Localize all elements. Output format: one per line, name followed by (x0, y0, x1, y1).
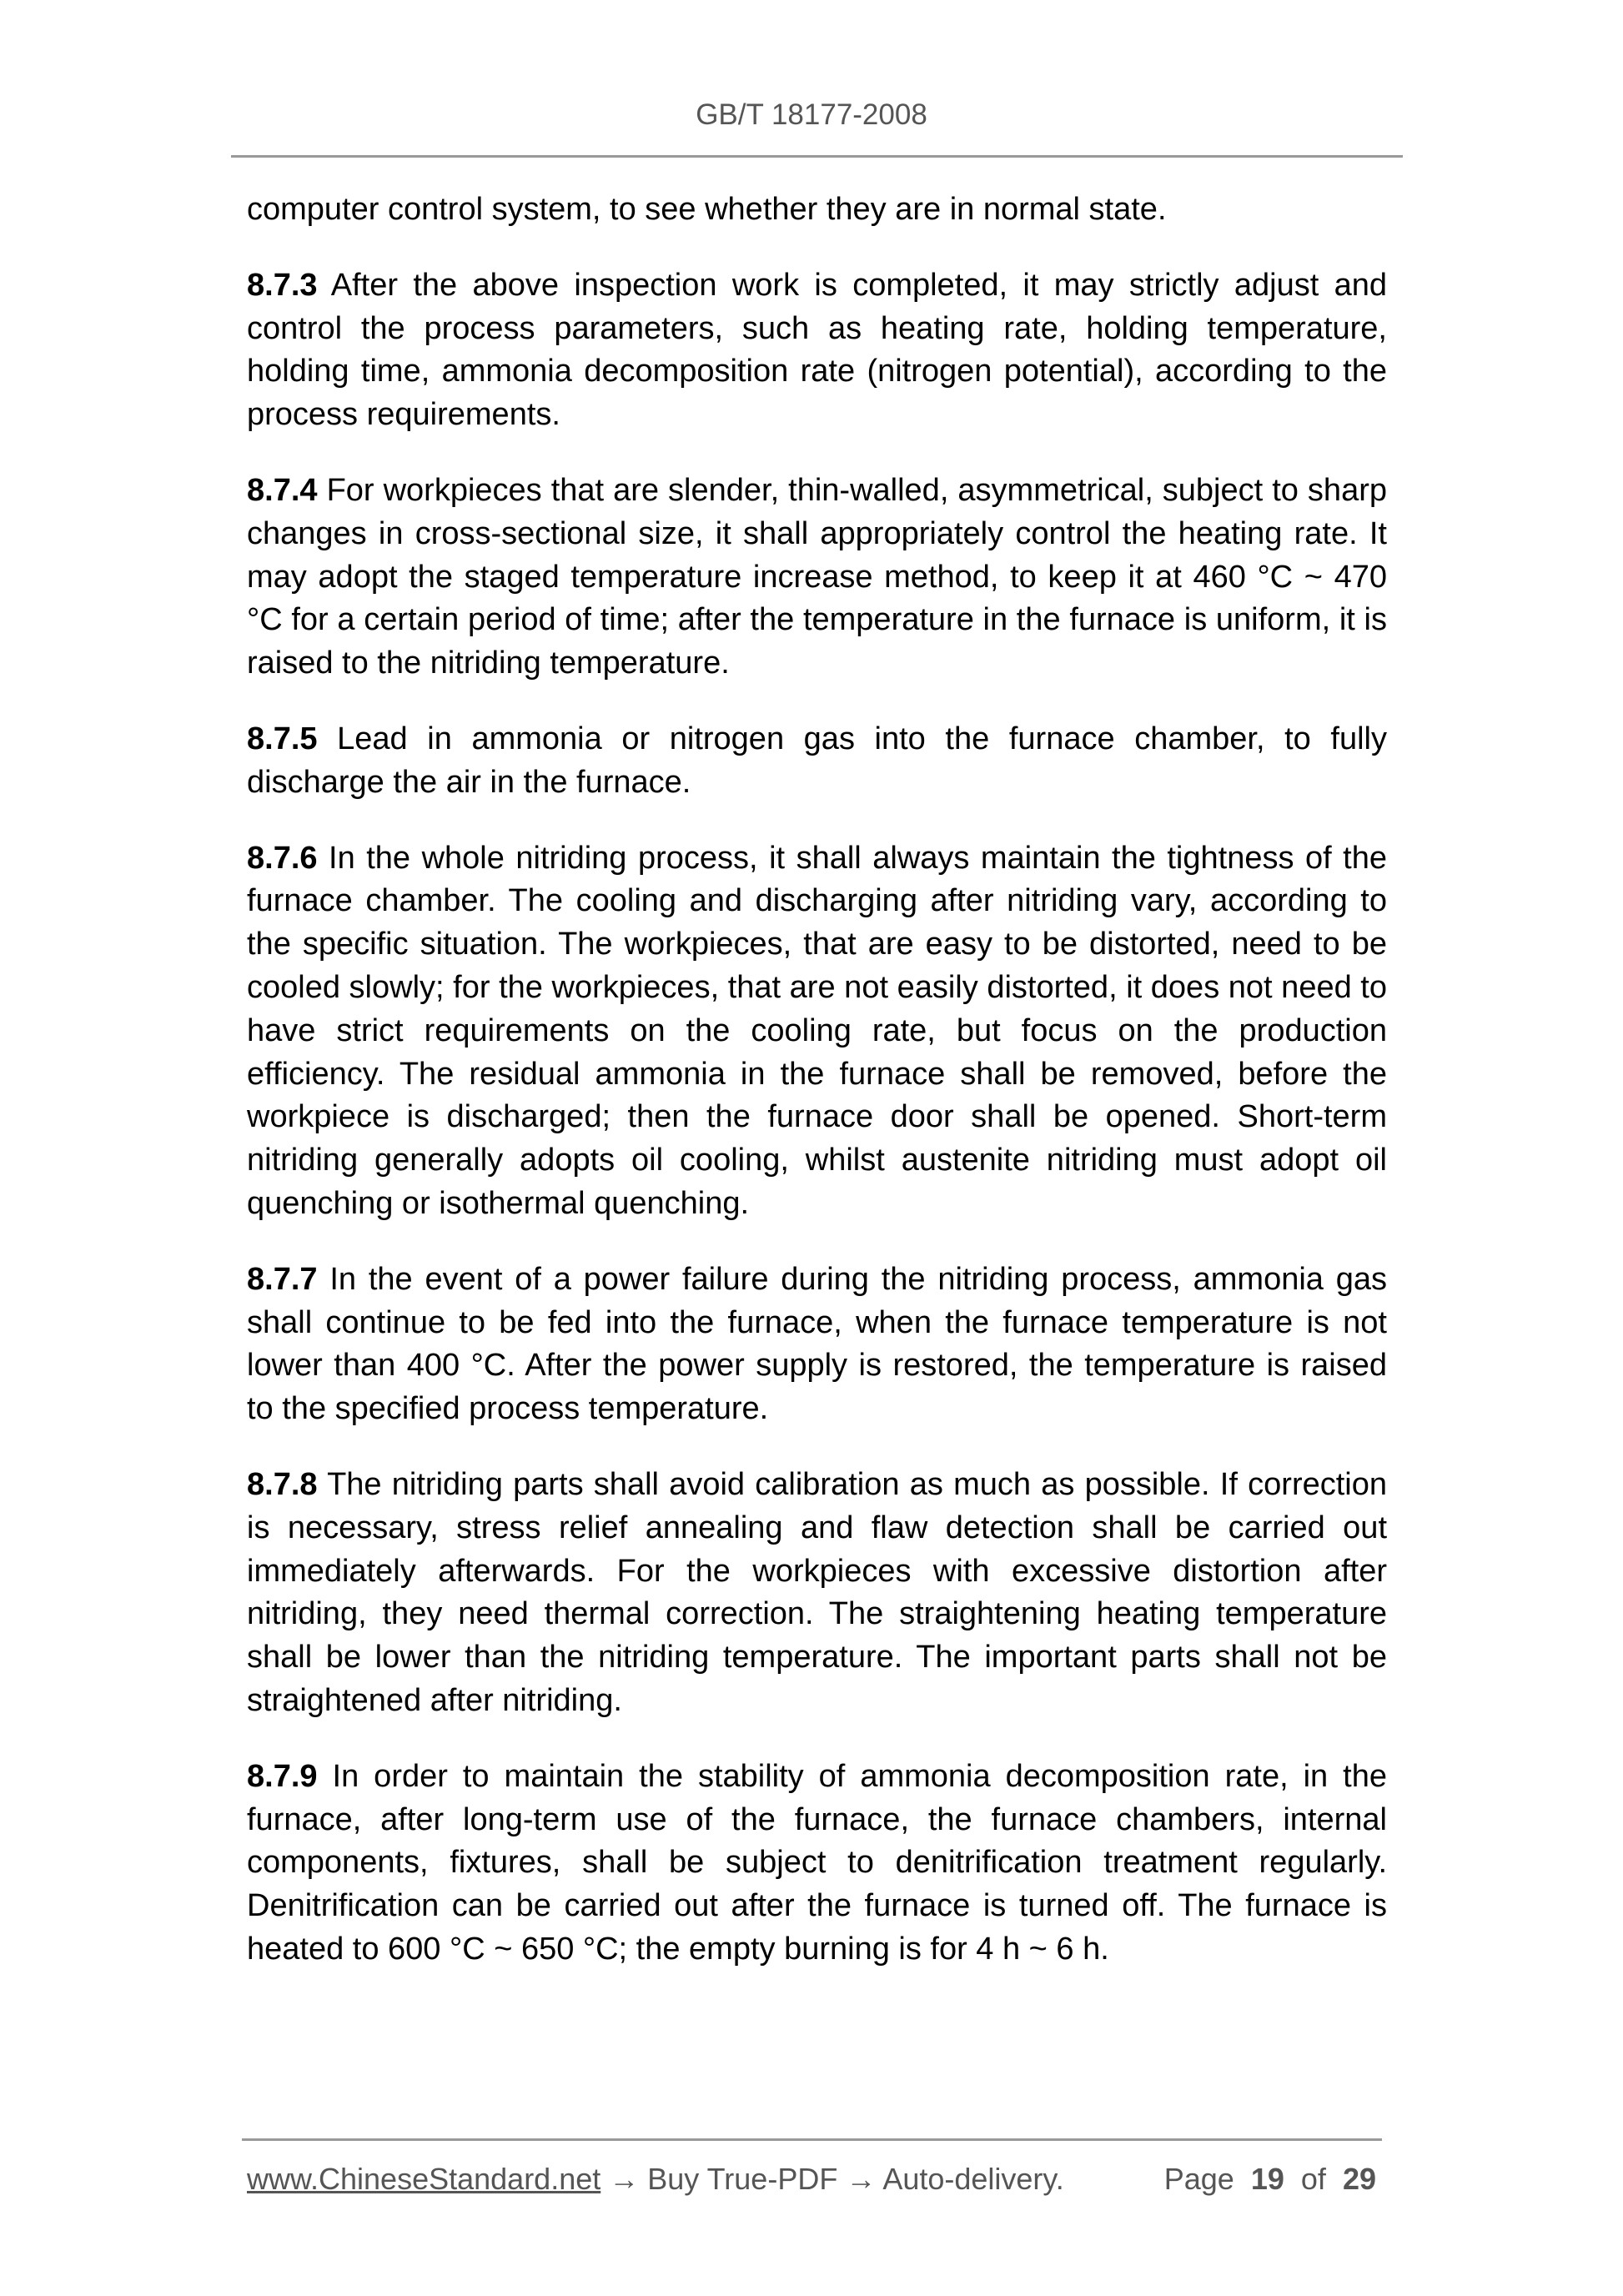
paragraph (247, 1756, 1387, 1972)
total-pages: 29 (1342, 2162, 1376, 2196)
paragraph (247, 264, 1387, 437)
footer-tagline: → Buy True-PDF → Auto-delivery. (600, 2162, 1064, 2196)
clause-number: 8.7.9 (247, 1758, 318, 1794)
clause-number: 8.7.3 (247, 267, 318, 303)
paragraph (247, 718, 1387, 805)
document-header: GB/T 18177-2008 (696, 98, 927, 131)
clause-number: 8.7.6 (247, 840, 318, 876)
paragraph (247, 1464, 1387, 1723)
page-footer (247, 2162, 1376, 2197)
paragraph-text: Lead in ammonia or nitrogen gas into the furnace chamber, to fully discharge the air in the furnace. (247, 721, 1387, 800)
paragraph-text: For workpieces that are slender, thin-walled, asymmetrical, subject to sharp changes in cross-sectional size, it shall appropriately control the heating rate. It may adopt the staged temperature increase method, to keep it at 460 °C ~ 470 °C for a certain period of time; after the temperature in the furnace is uniform, it is raised to the nitriding temperature. (247, 472, 1387, 681)
footer-left (247, 2162, 1064, 2197)
paragraph (247, 1259, 1387, 1431)
website-link[interactable]: www.ChineseStandard.net (247, 2162, 601, 2196)
paragraph-text: The nitriding parts shall avoid calibration as much as possible. If correction is necessary, stress relief annealing and flaw detection shall be carried out immediately afterwards. For the workpieces with excessive distortion after nitriding, they need thermal correction. The straightening heating temperature shall be lower than the nitriding temperature. The important parts shall not be straightened after nitriding. (247, 1466, 1387, 1718)
clause-number: 8.7.5 (247, 721, 318, 756)
paragraph (247, 470, 1387, 686)
page-indicator (1164, 2162, 1376, 2197)
paragraph-text: In order to maintain the stability of ammonia decomposition rate, in the furnace, after long-term use of the furnace, the furnace chambers, internal components, fixtures, shall be subject to denitrification treatment regularly. Denitrification can be carried out after the furnace is turned off. The furnace is heated to 600 °C ~ 650 °C; the empty burning is for 4 h ~ 6 h. (247, 1758, 1387, 1967)
paragraph-text: After the above inspection work is completed, it may strictly adjust and control the process parameters, such as heating rate, holding temperature, holding time, ammonia decomposition rate (nitrogen potential), according to the process requirements. (247, 267, 1387, 433)
of-label: of (1300, 2162, 1326, 2196)
header-divider (231, 155, 1403, 158)
clause-number: 8.7.7 (247, 1261, 318, 1297)
current-page: 19 (1250, 2162, 1284, 2196)
paragraph-text: In the whole nitriding process, it shall always maintain the tightness of the furnace chamber. The cooling and discharging after nitriding vary, according to the specific situation. The workpieces, that are easy to be distorted, need to be cooled slowly; for the workpieces, that are not easily distorted, it does not need to have strict requirements on the cooling rate, but focus on the production efficiency. The residual ammonia in the furnace shall be removed, before the workpiece is discharged; then the furnace door shall be opened. Short-term nitriding generally adopts oil cooling, whilst austenite nitriding must adopt oil quenching or isothermal quenching. (247, 840, 1387, 1221)
page-label: Page (1163, 2162, 1234, 2196)
paragraph (247, 188, 1387, 232)
footer-divider (242, 2138, 1382, 2141)
clause-number: 8.7.4 (247, 472, 318, 508)
document-body (247, 188, 1387, 2004)
clause-number: 8.7.8 (247, 1466, 318, 1502)
paragraph (247, 837, 1387, 1226)
paragraph-text: In the event of a power failure during the nitriding process, ammonia gas shall continue to be fed into the furnace, when the furnace temperature is not lower than 400 °C. After the power supply is restored, the temperature is raised to the specified process temperature. (247, 1261, 1388, 1427)
paragraph-text: computer control system, to see whether they are in normal state. (247, 192, 1167, 227)
